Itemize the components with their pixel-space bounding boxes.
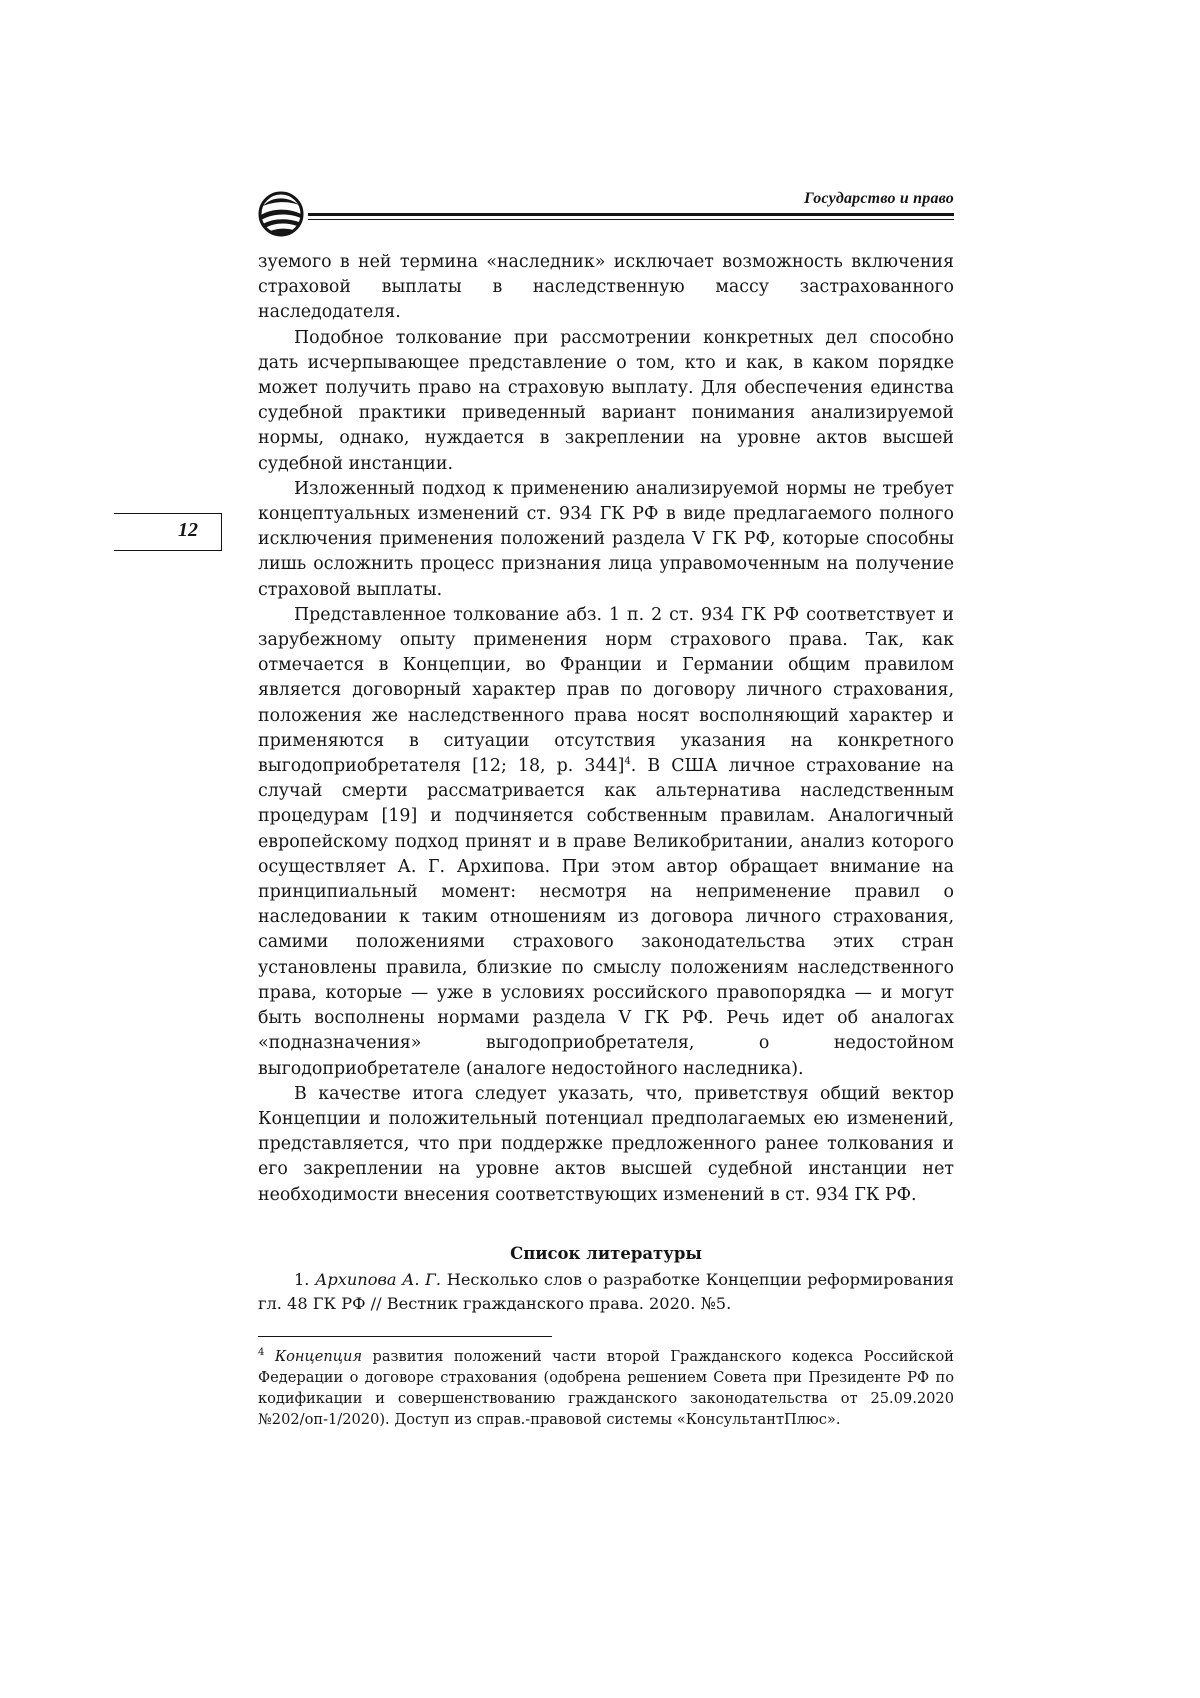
body-paragraph-3: Изложенный подход к применению анализируемой нормы не требует концептуальных изменений ст. 934 ГК РФ в виде предлагаемого полного исключения применения положений раздела V ГК РФ, которые способны лишь осложнить процесс признания лица управомоченным на получение страховой выплаты.: [258, 478, 954, 600]
footnote-mark: 4: [258, 1347, 265, 1359]
wave-emblem-icon: [258, 191, 304, 237]
article-body: [258, 250, 954, 1208]
body-paragraph-1: зуемого в ней термина «наследник» исключает возможность включения страховой выплаты в наследственную массу застрахованного наследодателя.: [258, 252, 954, 323]
page-number-box: [114, 513, 222, 551]
footnote-4: [258, 1346, 954, 1430]
header-double-rule: [308, 213, 954, 220]
bibliography-list: [258, 1268, 954, 1316]
bibliography-heading: Список литературы: [510, 1243, 702, 1263]
footnote-text: развития положений части второй Гражданского кодекса Российской Федерации о договоре страхования (одобрена решением Совета при Президенте РФ по кодификации и совершенствованию гражданского законодательства от 25.09.2020 №202/оп-1/2020). Доступ из справ.-правовой системы «КонсультантПлюс».: [258, 1348, 955, 1428]
body-paragraph-2: Подобное толкование при рассмотрении конкретных дел способно дать исчерпывающее представление о том, кто и как, в каком порядке может получить право на страховую выплату. Для обеспечения единства судебной практики приведенный вариант понимания анализируемой нормы, однако, нуждается в закреплении на уровне актов высшей судебной инстанции.: [258, 327, 954, 474]
bibliography-item: [258, 1268, 954, 1316]
footnote-italic-lead: Концепция: [274, 1348, 363, 1365]
body-paragraph-4-after-note: . В США личное страхование на случай смерти рассматривается как альтернатива наследственным процедурам [19] и подчиняется собственным правилам. Аналогичный европейскому подход принят и в праве Великобритании, анализ которого осуществляет А. Г. Архипова. При этом автор обращает внимание на принципиальный момент: несмотря на неприменение правил о наследовании к таким отношениям из договора личного страхования, самими положениями страхового законодательства этих стран установлены правила, близкие по смыслу положениям наследственного права, которые — уже в условиях российского правопорядка — и могут быть восполнены нормами раздела V ГК РФ. Речь идет об аналогах «подназначения» выгодоприобретателя, о недостойном выгодоприобретателе (аналоге недостойного наследника).: [258, 756, 954, 1079]
bibliography-item-number: 1.: [294, 1270, 310, 1289]
body-paragraph-4: [258, 603, 954, 1082]
body-paragraph-4-before-note: Представленное толкование абз. 1 п. 2 ст. 934 ГК РФ соответствует и зарубежному опыту применения норм страхового права. Так, как отмечается в Концепции, во Франции и Германии общим правилом является договорный характер прав по договору личного страхования, положения же наследственного права носят восполняющий характер и применяются в ситуации отсутствия указания на конкретного выгодоприобретателя [12; 18, р. 344]: [258, 604, 954, 777]
running-header: [258, 183, 954, 233]
journal-title: Государство и право: [804, 190, 954, 207]
body-paragraph-5: В качестве итога следует указать, что, приветствуя общий вектор Концепции и положительный потенциал предполагаемых ею изменений, представляется, что при поддержке предложенного ранее толкования и его закреплении на уровне актов высшей судебной инстанции нет необходимости внесения соответствующих изменений в ст. 934 ГК РФ.: [258, 1083, 954, 1205]
page-number: 12: [178, 519, 198, 541]
footnote-reference-4[interactable]: 4: [624, 756, 631, 768]
footnote-divider: [258, 1336, 552, 1337]
bibliography-author: Архипова А. Г.: [315, 1270, 442, 1289]
bibliography-title: Несколько слов о разработке Концепции реформирования гл. 48 ГК РФ // Вестник гражданского права. 2020. №5.: [258, 1270, 954, 1313]
